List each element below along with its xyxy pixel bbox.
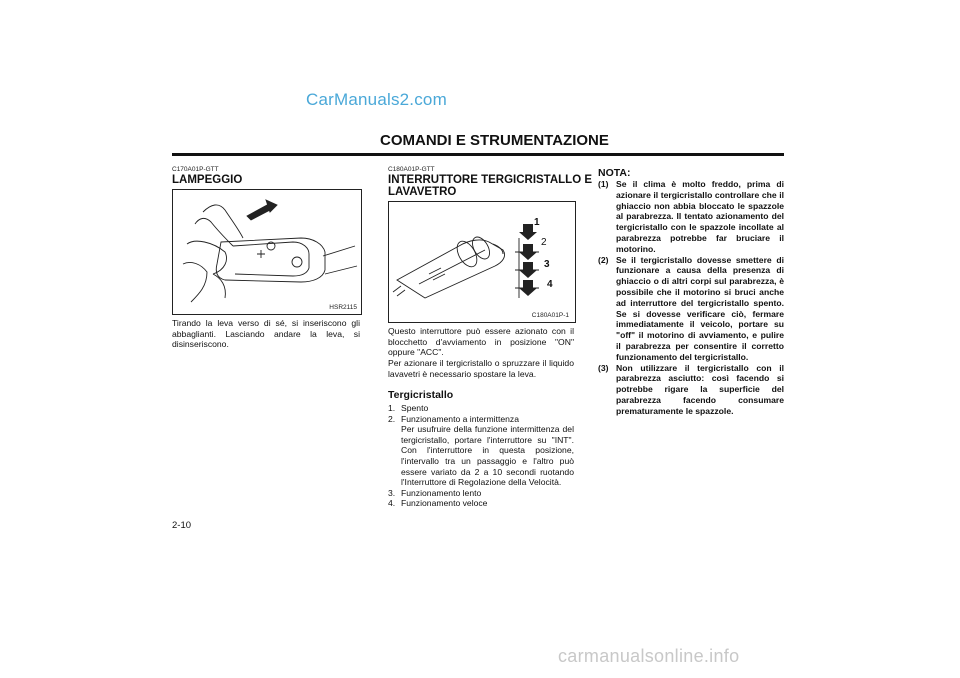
section-title-lampeggio: LAMPEGGIO [172, 174, 243, 186]
list-item: 3. Funzionamento lento [388, 487, 482, 498]
stalk-hand-illustration [173, 190, 361, 314]
section-title-tergicristallo-line2: LAVAVETRO [388, 186, 457, 198]
figure-code-tergicristallo: C180A01P-1 [531, 312, 569, 319]
nota-item: (2) Se il tergicristallo dovesse smettere di funzionare a causa della presenza di ghiaccio o di altri corpi sul parabrezza, è possibile che il motorino si bruci anche ad interruttore del tergicristallo spento. Se si dovesse verificare ciò, fermare immediatamente il veicolo, portare su "off" il motorino di avviamento, e pulire il parabrezza per consentire il corretto funzionamento del tergicristallo. [598, 254, 784, 362]
figure-headlight-flash [172, 189, 362, 315]
nota-list [598, 179, 784, 417]
page-number: 2-10 [172, 520, 192, 531]
section-code-tergicristallo: C180A01P-GTT [388, 166, 435, 173]
wiper-mode-list [388, 403, 574, 509]
nota-heading: NOTA: [598, 167, 631, 179]
figure-label-4: 4 [547, 279, 553, 290]
section-title-tergicristallo-line1: INTERRUTTORE TERGICRISTALLO E [388, 174, 593, 186]
list-item: 1. Spento [388, 403, 429, 413]
watermark-top[interactable]: CarManuals2.com [306, 90, 447, 109]
figure-label-1: 1 [534, 217, 540, 228]
tergicristallo-intro: Questo interruttore può essere azionato con il blocchetto d'avviamento in posizione "ON" oppure "ACC". [388, 326, 574, 358]
figure-code-lampeggio: HSR2115 [329, 304, 357, 311]
figure-wiper-switch [388, 201, 576, 323]
figure-label-3: 3 [544, 259, 550, 270]
nota-item: (1) Se il clima è molto freddo, prima di azionare il tergicristallo controllare che il ghiaccio non abbia bloccato le spazzole al parabrezza. Il tentato azionamento del tergicristallo con le spazzole incollate al parabrezza potrebbe far bruciare il motorino. [598, 179, 784, 254]
intermittent-detail: Per usufruire della funzione intermittenza del tergicristallo, portare l'interruttore su "INT". Con l'interruttore in questa posizione, l'intervallo tra un passaggio e l'altro può essere variato da 2 a 10 secondi ruotando l'Interruttore di Regolazione della Velocità. [401, 424, 574, 488]
section-code-lampeggio: C170A01P-GTT [172, 166, 219, 173]
watermark-bottom[interactable]: carmanualsonline.info [558, 646, 740, 666]
list-item: 2. Funzionamento a intermittenza Per usufruire della funzione intermittenza del tergicristallo, portare l'interruttore su "INT". Con l'interruttore in questa posizione, l'intervallo tra un passaggio e l'altro può essere variato da 2 a 10 secondi ruotando l'Interruttore di Regolazione della Velocità. [388, 413, 574, 488]
figure-label-2: 2 [541, 237, 547, 248]
tergicristallo-intro2: Per azionare il tergicristallo o spruzzare il liquido lavavetri è necessario spostare la leva. [388, 358, 574, 379]
lampeggio-paragraph: Tirando la leva verso di sé, si inseriscono gli abbaglianti. Lasciando andare la leva, si disinseriscono. [172, 318, 360, 350]
subheading-tergicristallo: Tergicristallo [388, 389, 454, 401]
page-header: COMANDI E STRUMENTAZIONE [380, 132, 609, 149]
header-rule [172, 153, 784, 156]
nota-item: (3) Non utilizzare il tergicristallo con il parabrezza asciutto: così facendo si potrebbe rigare la superficie del parabrezza facendo consumare prematuramente le spazzole. [598, 362, 784, 416]
list-item: 4. Funzionamento veloce [388, 498, 488, 509]
